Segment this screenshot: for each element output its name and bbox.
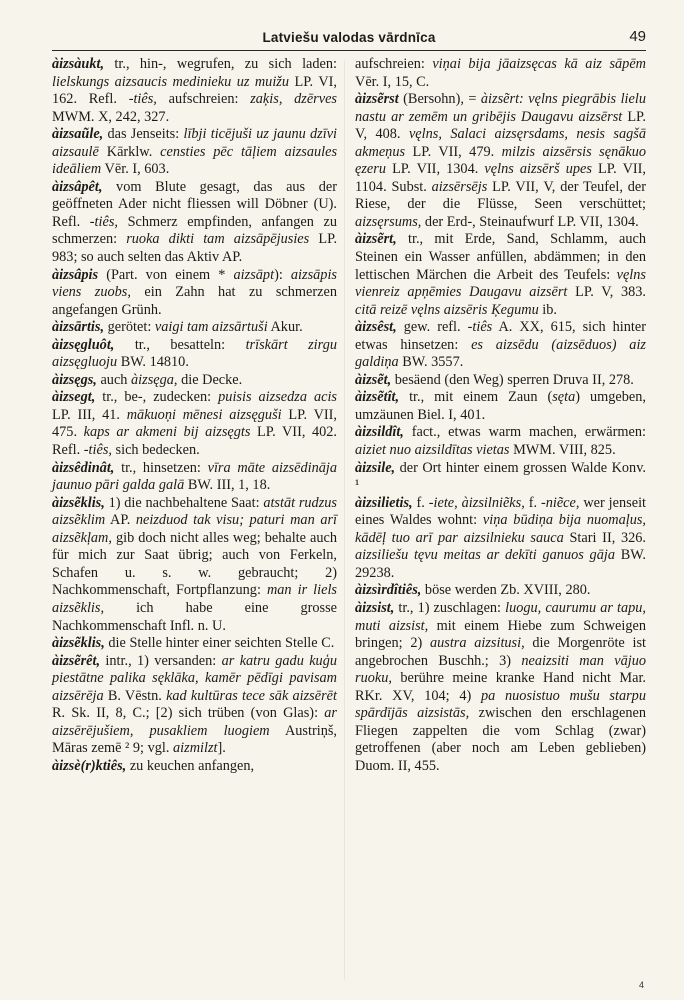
definition-text: tr., 1) zuschlagen: [394,599,506,616]
example-text: sęta [552,389,576,406]
example-text: àizsęga, [131,371,178,388]
example-text: aizsęrsums, [355,213,422,230]
dictionary-entry [355,600,646,775]
headword: àizsâpêt, [52,178,103,195]
definition-text: AP. [105,512,136,529]
example-text: pa nuosistuo mušu starpu spārdījās aizsistās, [355,687,646,722]
dictionary-entry [52,179,337,267]
example-text: trīskārt zirgu aizsęgluoju [52,336,337,371]
headword: àizsildît, [355,424,404,441]
definition-text: ein Zahn hat zu schmerzen angefangen Grünh. [52,284,337,318]
definition-text: das Jenseits: [103,126,184,143]
headword: àizsẽrêt, [52,652,101,669]
definition-text: tr., hinsetzen: [114,459,208,476]
example-text: austra aizsitusi, [429,635,525,652]
example-text: vęlns vienreiz apņēmies Daugavu aizsērt [355,266,646,301]
dictionary-entry [355,460,646,495]
dictionary-entry [52,758,337,776]
example-text: -niẽce, [540,494,580,511]
definition-text: LP. VII, 475. [52,406,337,441]
example-text: milzis aizsērsis sęnākuo ęzeru [355,143,647,178]
definition-text: Schmerz empfinden, anfangen zu schmerzen: [52,213,338,248]
headword: àizsẽrst [355,91,399,108]
running-title: Latviešu valodas vārdnīca [262,30,436,45]
dictionary-entry [52,460,337,495]
example-text: lielskungs aizsaucis medinieku uz muižu [52,73,290,90]
headword: àizsegt, [52,389,96,406]
page-number: 49 [629,28,646,45]
example-text: vęlns aizsērš upes [484,161,592,178]
definition-text: LP. V, 408. [355,108,646,143]
definition-text: sich bedecken. [111,442,200,459]
example-text: mākuoņi mēnesi aizsęguši [126,406,282,423]
example-text: es aizsēdu (aizsēduos) aiz galdiņa [355,336,646,371]
definition-text: tr., mit einem Zaun ( [399,389,553,406]
example-text: kaps ar akmeni bij aizsęgts [83,424,251,441]
dictionary-entry [355,91,646,231]
definition-text: tr., hin-, wegrufen, zu sich laden: [104,56,337,72]
headword: àizsile, [355,459,396,476]
headword: àizsàukt, [52,56,105,72]
footnote-mark: 4 [638,980,644,990]
example-text: ar aizsērējušiem, pusakliem luogiem [52,705,337,739]
definition-text: die Stelle hinter einer seichten Stelle C. [104,635,335,652]
example-text: atstāt rudzus aizsẽklim [52,494,337,529]
headword: àizsẽrt, [355,231,397,248]
page-header [52,28,646,51]
example-text: aiziet nuo aizsildītas vietas [355,442,510,459]
example-text: zaķis, dzērves [250,91,337,108]
example-text: aizsāpt [233,266,275,283]
dictionary-entry [52,126,337,179]
example-text: censties pēc tāļiem aizsaules ideāliem [52,143,338,178]
definition-text: LP. VII, 479. [405,143,502,160]
example-text: -tiês, [83,442,112,459]
definition-text: tr., be-, zudecken: [95,389,219,406]
headword: àizsẽt, [355,371,392,388]
example-text: lībji ticējuši uz jaunu dzīvi aizsaulē [52,126,338,160]
definition-text: A. XX, 615, sich hinter etwas hinsetzen: [355,319,646,353]
dictionary-entry [355,582,646,600]
example-text: aizsāpis viens zuobs, [52,266,337,301]
definition-text: ib. [538,301,557,318]
example-text: -iete, àizsilniẽks, [428,494,525,511]
example-text: aizsiliešu tęvu meitas ar dekīti ganuos gāja [355,547,615,564]
dictionary-entry [355,424,646,459]
definition-text: Stari II, 326. [563,529,646,546]
example-text: viņa būdiņa bija nuomaļus, kādēļ tuo arī par aizsilnieku sauca [355,512,646,546]
definition-text: Vēr. I, 603. [101,161,170,178]
definition-text: (Bersohn), = [398,91,481,108]
example-text: -tiês, [128,91,157,108]
example-text: aizsērsējs [431,178,488,195]
definition-text: wer jenseit eines Waldes wohnt: [355,494,647,529]
definition-text: MWM. VIII, 825. [509,442,616,459]
definition-text: ): [274,266,291,283]
headword: àizsẽklis, [52,635,105,652]
example-text: -tiês, [89,213,118,230]
definition-text: ich habe eine grosse Nachkommenschaft Infl. n. U. [52,599,337,634]
definition-text: zu keuchen anfangen, [126,757,255,774]
example-text: vęlns, Salaci aizsęrsdams, nesis sagšā akmeņus [355,126,646,160]
definition-text: Kārklw. [98,143,161,160]
example-text: luogu, caurumu ar tapu, muti aizsist, [355,599,646,634]
definition-text: aufschreien: [355,56,433,72]
definition-text: LP. V, 383. [567,284,646,301]
definition-text: Vēr. I, 15, C. [355,73,430,90]
definition-text: die Decke. [177,371,243,388]
definition-text: ]. [217,740,226,757]
example-text: ruoka dikti tam aizsāpējusies [126,231,310,248]
dictionary-entry [52,389,337,459]
definition-text: R. Sk. II, 8, C.; [2) sich trüben (von Glas): [52,705,325,722]
headword: àizsâpis [52,266,99,283]
definition-text: ) umgeben, umzäunen Biel. I, 401. [355,389,646,423]
left-column [52,56,337,775]
definition-text: böse werden Zb. XVIII, 280. [421,582,591,599]
dictionary-entry [52,495,337,635]
definition-text: gib doch nicht alles weg; behalte auch für mich zur Saat übrig; auch von Ferkeln, Schafen u. s. w. gebraucht; 2) Nachkommenschaft, Fortpflanzung: [52,529,337,599]
definition-text: BW. 3557. [398,354,464,371]
definition-text: (Part. von einem * [98,266,234,283]
dictionary-entry [52,56,337,126]
dictionary-entry [52,337,337,372]
definition-text: gerötet: [104,319,155,336]
definition-text: tr., besatteln: [114,336,246,353]
definition-text: LP. VII, 402. Refl. [52,424,337,459]
example-text: vīra māte aizsēdināja jaunuo pāri galda galā [52,459,337,494]
definition-text: LP. VII, 1304. [385,161,485,178]
definition-text: LP. VII, V, der Teufel, der Riese, der die Flüsse, Seen verschüttet; [355,178,646,213]
definition-text: LP. VII, 1104. Subst. [355,161,646,195]
definition-text: gew. refl. [396,319,468,336]
definition-text: besäend (den Weg) sperren Druva II, 278. [391,371,634,388]
definition-text: Akur. [267,319,303,336]
definition-text: der Erd-, Steinaufwurf LP. VII, 1304. [421,213,639,230]
definition-text: LP. VI, 162. Refl. [52,73,337,108]
example-text: kad kultūras tece sāk aizsērēt [166,687,337,704]
headword: àizsilietis, [355,494,413,511]
example-text: -tiês [467,319,493,336]
dictionary-entry [52,319,337,337]
example-text: viņai bija jāaizsęcas kā aiz sāpēm [432,56,646,72]
dictionary-entry [52,653,337,758]
headword: àizsìrdîtiês, [355,582,422,599]
dictionary-entry [52,267,337,320]
example-text: neizduod tak visu; paturi man arī aizsẽkļam, [52,512,338,546]
dictionary-entry [355,389,646,424]
headword: àizsārtis, [52,319,105,336]
definition-text: intr., 1) versanden: [100,652,222,669]
headword: àizsêdinât, [52,459,115,476]
definition-text: tr., mit Erde, Sand, Schlamm, auch Steinen ein Wasser anfüllen, abdämmen; in den lettischen Märchen die Arbeit des Teufels: [355,231,646,283]
definition-text: MWM. X, 242, 327. [52,108,170,125]
example-text: man ir liels aizsẽklis, [52,582,337,616]
definition-text: BW. 29238. [355,547,646,581]
example-text: puisis aizsedza acis [218,389,337,406]
dictionary-entry [355,495,646,583]
definition-text: f. [524,494,541,511]
headword: àizsẽklis, [52,494,105,511]
definition-text: BW. 14810. [117,354,189,371]
dictionary-entry [355,56,646,91]
definition-text: f. [412,494,429,511]
definition-text: 1) die nachbehaltene Saat: [104,494,264,511]
example-text: vaigi tam aizsārtuši [154,319,268,336]
definition-text: LP. 983; so auch selten das Aktiv AP. [52,231,338,266]
dictionary-entry [355,372,646,390]
dictionary-entry [52,635,337,653]
headword: àizsẽtît, [355,389,400,406]
definition-text: der Ort hinter einem grossen Walde Konv. ¹ [355,459,646,494]
definition-text: berühre meine kranke Hand nicht Mar. RKr. XV, 104; 4) [355,670,646,704]
headword: àizsè(r)ktiês, [52,757,127,774]
definition-text: aufschreien: [156,91,251,108]
headword: àizsêst, [355,319,397,336]
example-text: neaizsiti man vājuo ruoku, [355,652,646,687]
example-text: ar katru gadu kuģu piestātne palika sęklāka, kamēr pēdīgi pavisam aizsērēja [52,652,337,704]
dictionary-entry [355,231,646,319]
dictionary-entry [52,372,337,390]
definition-text: BW. III, 1, 18. [184,477,271,494]
headword: àizsist, [355,599,395,616]
definition-text: mit einem Hiebe zum Schweigen bringen; 2) [355,617,646,652]
dictionary-entry [355,319,646,372]
column-gutter [344,60,345,980]
definition-text: die Morgenröte ist angebrochen Buschh.; 3) [355,635,646,669]
headword: àizsaũle, [52,126,104,143]
headword: àizsęgluôt, [52,336,115,353]
definition-text: LP. III, 41. [52,406,127,423]
example-text: aizmilzt [173,740,218,757]
definition-text: Austriņš, Māras zemē ² 9; vgl. [52,722,337,757]
example-text: citā reizē vęlns aizsēris Ķegumu [355,301,539,318]
headword: àizsęgs, [52,371,97,388]
definition-text: auch [96,371,132,388]
definition-text: vom Blute gesagt, das aus der geöffneten Ader nicht fliessen will Döbner (U). Refl. [52,178,337,230]
right-column [355,56,646,775]
definition-text: B. Vēstn. [103,687,167,704]
example-text: àizsẽrt: vęlns piegrābis lielu nastu ar zemēm un gribējis Daugavu aizsērst [355,91,646,125]
definition-text: zwischen den erschlagenen Fliegen zappelten die vom Schlag (zwar) getroffenen (aber noch am Leben geblieben) Duom. II, 455. [355,705,646,774]
definition-text: fact., etwas warm machen, erwärmen: [403,424,646,441]
